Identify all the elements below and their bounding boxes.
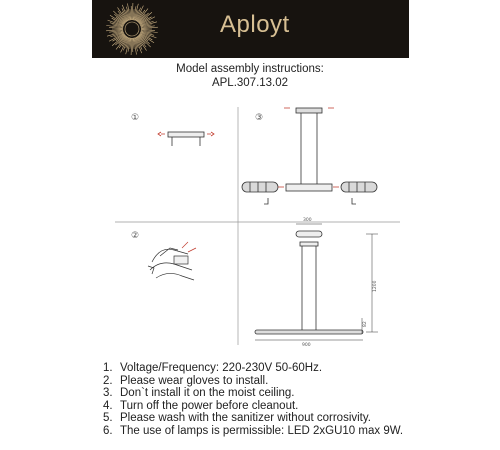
step-2-label: ② — [131, 231, 140, 241]
dimension-total-height: 1200 — [373, 280, 378, 292]
step-1-label: ① — [131, 113, 140, 123]
dimension-bottom-width: 900 — [302, 343, 311, 348]
dimension-drawing — [255, 224, 378, 340]
step-3-label: ③ — [255, 113, 264, 123]
dimension-top-width: 300 — [303, 218, 312, 223]
instruction-item: 4. Turn off the power before cleanout. — [103, 399, 299, 412]
instructions-list — [103, 362, 403, 438]
brand-name: Aployt — [220, 11, 290, 38]
instruction-item: 3. Don`t install it on the moist ceiling. — [103, 387, 295, 400]
model-number: APL.307.13.02 — [211, 77, 289, 89]
instruction-item: 6. The use of lamps is permissible: LED 2xGU10 max 9W. — [103, 424, 404, 437]
instruction-item: 1. Voltage/Frequency: 220-230V 50-60Hz. — [103, 362, 323, 374]
instruction-item: 2. Please wear gloves to install. — [103, 374, 269, 387]
step-1-bracket — [158, 132, 214, 146]
instructions-heading: Model assembly instructions: — [176, 63, 324, 75]
step-2-wiring — [148, 242, 196, 280]
instruction-item: 5. Please wash with the sanitizer without corrosivity. — [103, 412, 371, 425]
dimension-lamp-height: 82 — [363, 321, 368, 327]
